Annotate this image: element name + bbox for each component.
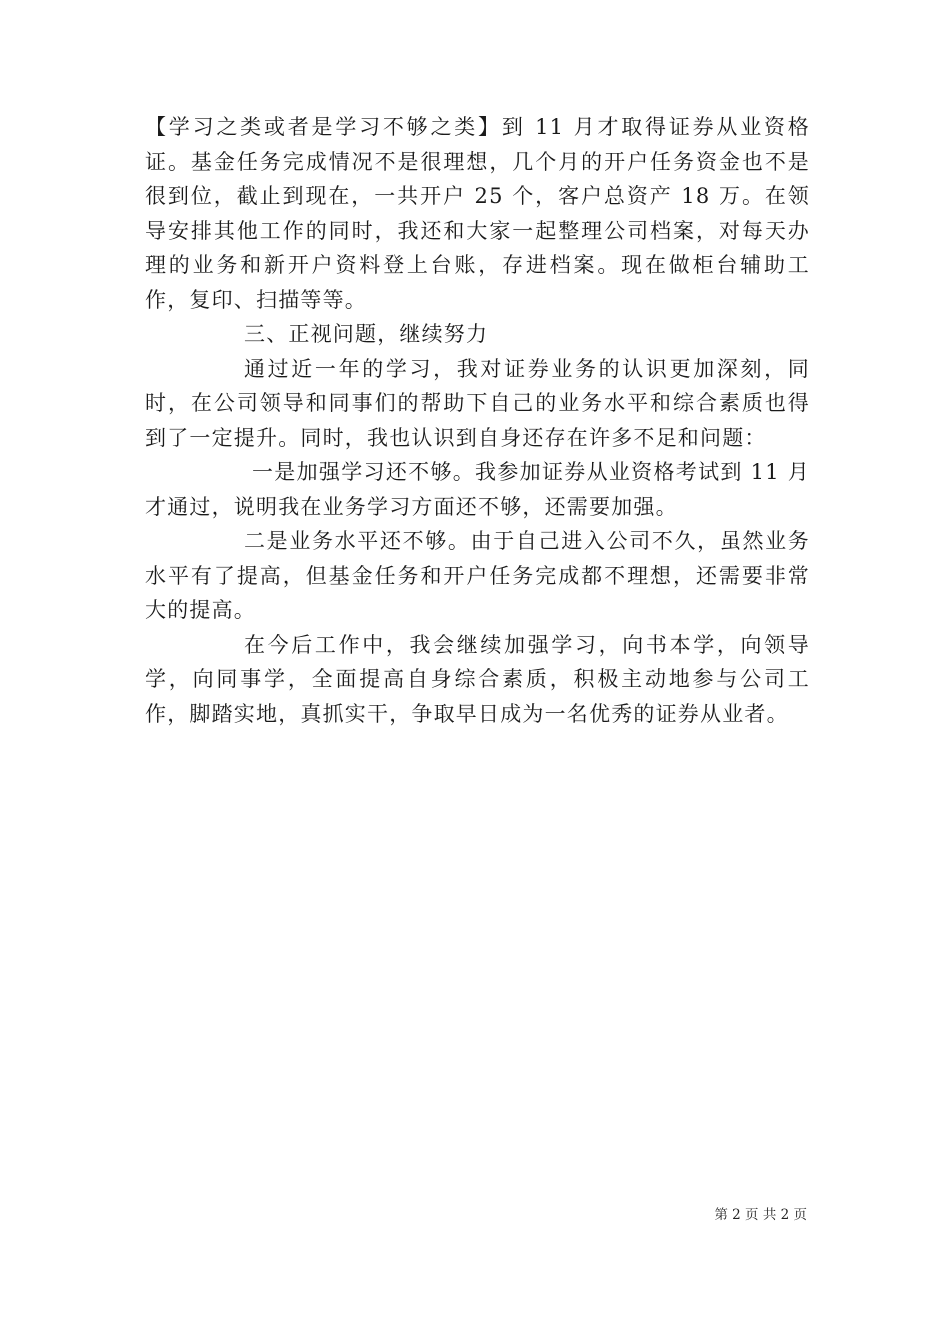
section-heading: 三、正视问题，继续努力: [244, 322, 489, 346]
page-number-footer: 第 2 页 共 2 页: [714, 1207, 807, 1223]
paragraph-reflection: 通过近一年的学习，我对证券业务的认识更加深刻，同时，在公司领导和同事们的帮助下自己的业务水平和综合素质也得到了一定提升。同时，我也认识到自身还存在许多不足和问题：: [145, 356, 810, 450]
document-body: [145, 110, 810, 731]
paragraph-point-one: 一是加强学习还不够。我参加证券从业资格考试到 11 月才通过，说明我在业务学习方面还不够，还需要加强。: [145, 460, 810, 519]
paragraph-continuation: 【学习之类或者是学习不够之类】到 11 月才取得证券从业资格证。基金任务完成情况不是很理想，几个月的开户任务资金也不是很到位，截止到现在，一共开户 25 个，客户总资产 18 万。在领导安排其他工作的同时，我还和大家一起整理公司档案，对每天办理的业务和新开户资料登上台账，存进档案。现在做柜台辅助工作，复印、扫描等等。: [145, 115, 810, 312]
paragraph-point-two: 二是业务水平还不够。由于自己进入公司不久，虽然业务水平有了提高，但基金任务和开户任务完成都不理想，还需要非常大的提高。: [145, 529, 810, 622]
paragraph-conclusion: 在今后工作中，我会继续加强学习，向书本学，向领导学，向同事学，全面提高自身综合素质，积极主动地参与公司工作，脚踏实地，真抓实干，争取早日成为一名优秀的证券从业者。: [145, 632, 810, 726]
